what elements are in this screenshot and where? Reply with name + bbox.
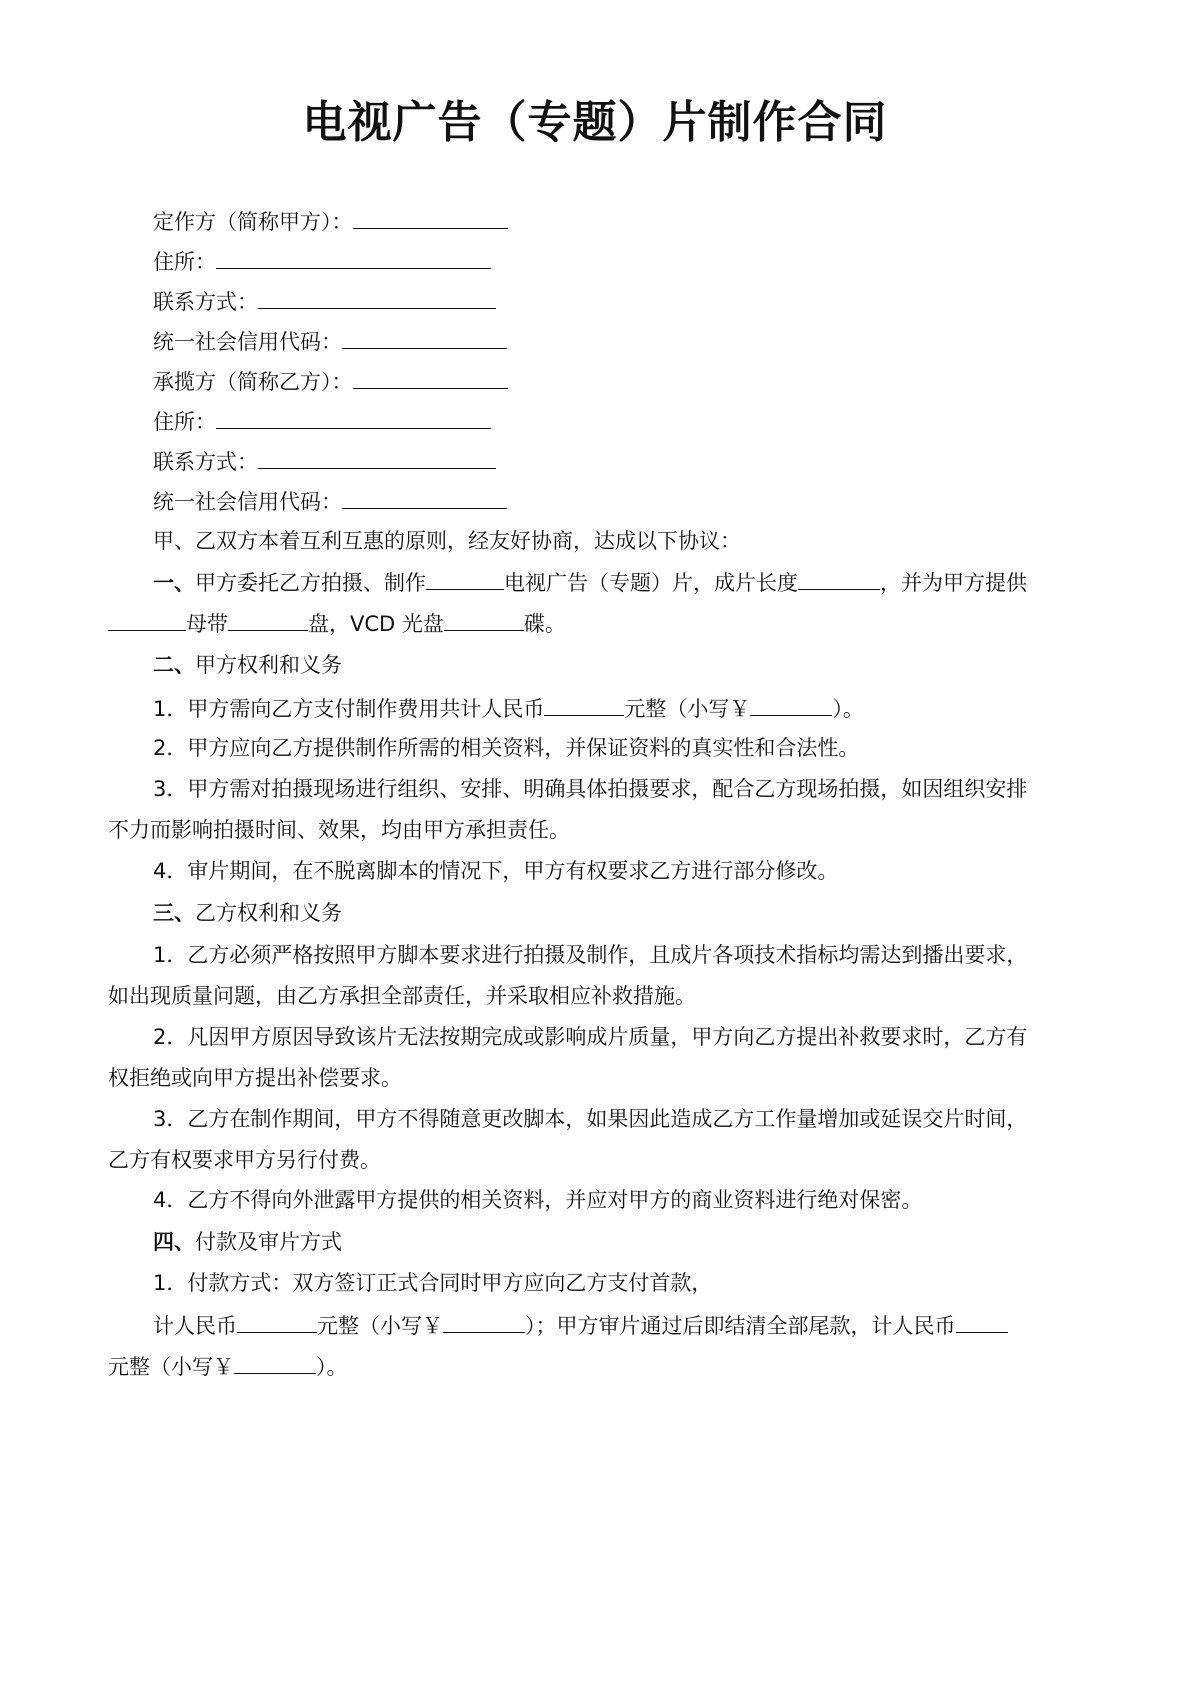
blank-field[interactable] bbox=[342, 326, 507, 349]
blank-field[interactable] bbox=[237, 1310, 317, 1333]
section-4-heading bbox=[153, 1227, 342, 1257]
blank-field[interactable] bbox=[353, 366, 508, 389]
section-2-item-2: 2．甲方应向乙方提供制作所需的相关资料，并保证资料的真实性和合法性。 bbox=[153, 736, 860, 760]
section-1-text: 甲方委托乙方拍摄、制作 bbox=[195, 571, 426, 595]
blank-field[interactable] bbox=[956, 1310, 1008, 1333]
section-3-item-1-line-2: 如出现质量问题，由乙方承担全部责任，并采取相应补救措施。 bbox=[108, 984, 696, 1008]
blank-field[interactable] bbox=[443, 1310, 525, 1333]
section-4-item-1: 1．付款方式：双方签订正式合同时甲方应向乙方支付首款， bbox=[153, 1271, 713, 1295]
page-title: 电视广告（专题）片制作合同 bbox=[302, 97, 888, 148]
party-label: 定作方（简称甲方）： bbox=[153, 210, 353, 234]
section-3-heading bbox=[153, 898, 342, 928]
party-label: 住所： bbox=[153, 410, 216, 434]
section-2-item-1 bbox=[153, 693, 864, 724]
blank-field[interactable] bbox=[750, 693, 832, 716]
party-a-contact-line bbox=[153, 286, 496, 317]
section-3-item-2-line-2: 权拒绝或向甲方提出补偿要求。 bbox=[108, 1066, 402, 1090]
section-1-text: 碟。 bbox=[523, 612, 566, 636]
item-text: 元整（小写￥ bbox=[624, 697, 751, 721]
item-text: ）。 bbox=[832, 697, 864, 721]
blank-field[interactable] bbox=[258, 286, 496, 309]
intro-paragraph: 甲、乙双方本着互利互惠的原则，经友好协商，达成以下协议： bbox=[153, 529, 741, 553]
section-number: 一、 bbox=[153, 571, 195, 595]
party-b-credit-code-line bbox=[153, 486, 507, 517]
item-text: ）；甲方审片通过后即结清全部尾款，计人民币 bbox=[525, 1314, 956, 1338]
section-3-item-2-line-1: 2．凡因甲方原因导致该片无法按期完成或影响成片质量，甲方向乙方提出补救要求时，乙方有 bbox=[153, 1025, 1028, 1049]
section-4-payment-line-1 bbox=[153, 1310, 1008, 1341]
section-3-item-3-line-1: 3．乙方在制作期间，甲方不得随意更改脚本，如果因此造成乙方工作量增加或延误交片时间， bbox=[153, 1107, 1028, 1131]
section-heading: 甲方权利和义务 bbox=[195, 653, 342, 677]
party-label: 统一社会信用代码： bbox=[153, 490, 342, 514]
section-3-item-4: 4．乙方不得向外泄露甲方提供的相关资料，并应对甲方的商业资料进行绝对保密。 bbox=[153, 1188, 923, 1212]
blank-field[interactable] bbox=[258, 446, 496, 469]
blank-field[interactable] bbox=[108, 608, 186, 631]
section-2-item-4: 4．审片期间，在不脱离脚本的情况下，甲方有权要求乙方进行部分修改。 bbox=[153, 859, 839, 883]
section-2-item-3-line-1: 3．甲方需对拍摄现场进行组织、安排、明确具体拍摄要求，配合乙方现场拍摄，如因组织安排 bbox=[153, 777, 1028, 801]
section-1-text: ，并为甲方提供 bbox=[880, 571, 1027, 595]
section-3-item-1-line-1: 1．乙方必须严格按照甲方脚本要求进行拍摄及制作，且成片各项技术指标均需达到播出要求， bbox=[153, 943, 1028, 967]
party-b-contact-line bbox=[153, 446, 496, 477]
section-2-item-3-line-2: 不力而影响拍摄时间、效果，均由甲方承担责任。 bbox=[108, 818, 570, 842]
item-text: 元整（小写￥ bbox=[108, 1355, 234, 1379]
party-label: 承揽方（简称乙方）： bbox=[153, 370, 353, 394]
section-3-item-3-line-2: 乙方有权要求甲方另行付费。 bbox=[108, 1148, 381, 1172]
section-1-line-1 bbox=[153, 567, 1027, 598]
item-text: 计人民币 bbox=[153, 1314, 237, 1338]
section-1-text: 电视广告（专题）片，成片长度 bbox=[504, 571, 798, 595]
section-number: 三、 bbox=[153, 901, 195, 925]
blank-field[interactable] bbox=[444, 608, 524, 631]
party-a-name-line bbox=[153, 206, 508, 237]
blank-field[interactable] bbox=[798, 567, 880, 590]
section-1-text: 母带 bbox=[186, 612, 228, 636]
blank-field[interactable] bbox=[353, 206, 508, 229]
section-number: 四、 bbox=[153, 1230, 195, 1254]
party-a-credit-code-line bbox=[153, 326, 507, 357]
party-label: 住所： bbox=[153, 250, 216, 274]
blank-field[interactable] bbox=[228, 608, 308, 631]
section-1-text: 盘，VCD 光盘 bbox=[308, 612, 444, 636]
blank-field[interactable] bbox=[426, 567, 504, 590]
blank-field[interactable] bbox=[234, 1351, 316, 1374]
party-a-address-line bbox=[153, 246, 491, 277]
party-b-address-line bbox=[153, 406, 491, 437]
section-4-payment-line-2 bbox=[108, 1351, 348, 1382]
section-2-heading bbox=[153, 650, 342, 680]
party-label: 统一社会信用代码： bbox=[153, 330, 342, 354]
blank-field[interactable] bbox=[216, 406, 491, 429]
blank-field[interactable] bbox=[544, 693, 624, 716]
party-label: 联系方式： bbox=[153, 290, 258, 314]
party-label: 联系方式： bbox=[153, 450, 258, 474]
blank-field[interactable] bbox=[216, 246, 491, 269]
item-text: ）。 bbox=[316, 1355, 348, 1379]
party-b-name-line bbox=[153, 366, 508, 397]
section-number: 二、 bbox=[153, 653, 195, 677]
item-text: 元整（小写￥ bbox=[317, 1314, 443, 1338]
section-heading: 付款及审片方式 bbox=[195, 1230, 342, 1254]
section-1-line-2 bbox=[108, 608, 566, 639]
section-heading: 乙方权利和义务 bbox=[195, 901, 342, 925]
item-text: 1．甲方需向乙方支付制作费用共计人民币 bbox=[153, 697, 545, 721]
blank-field[interactable] bbox=[342, 486, 507, 509]
